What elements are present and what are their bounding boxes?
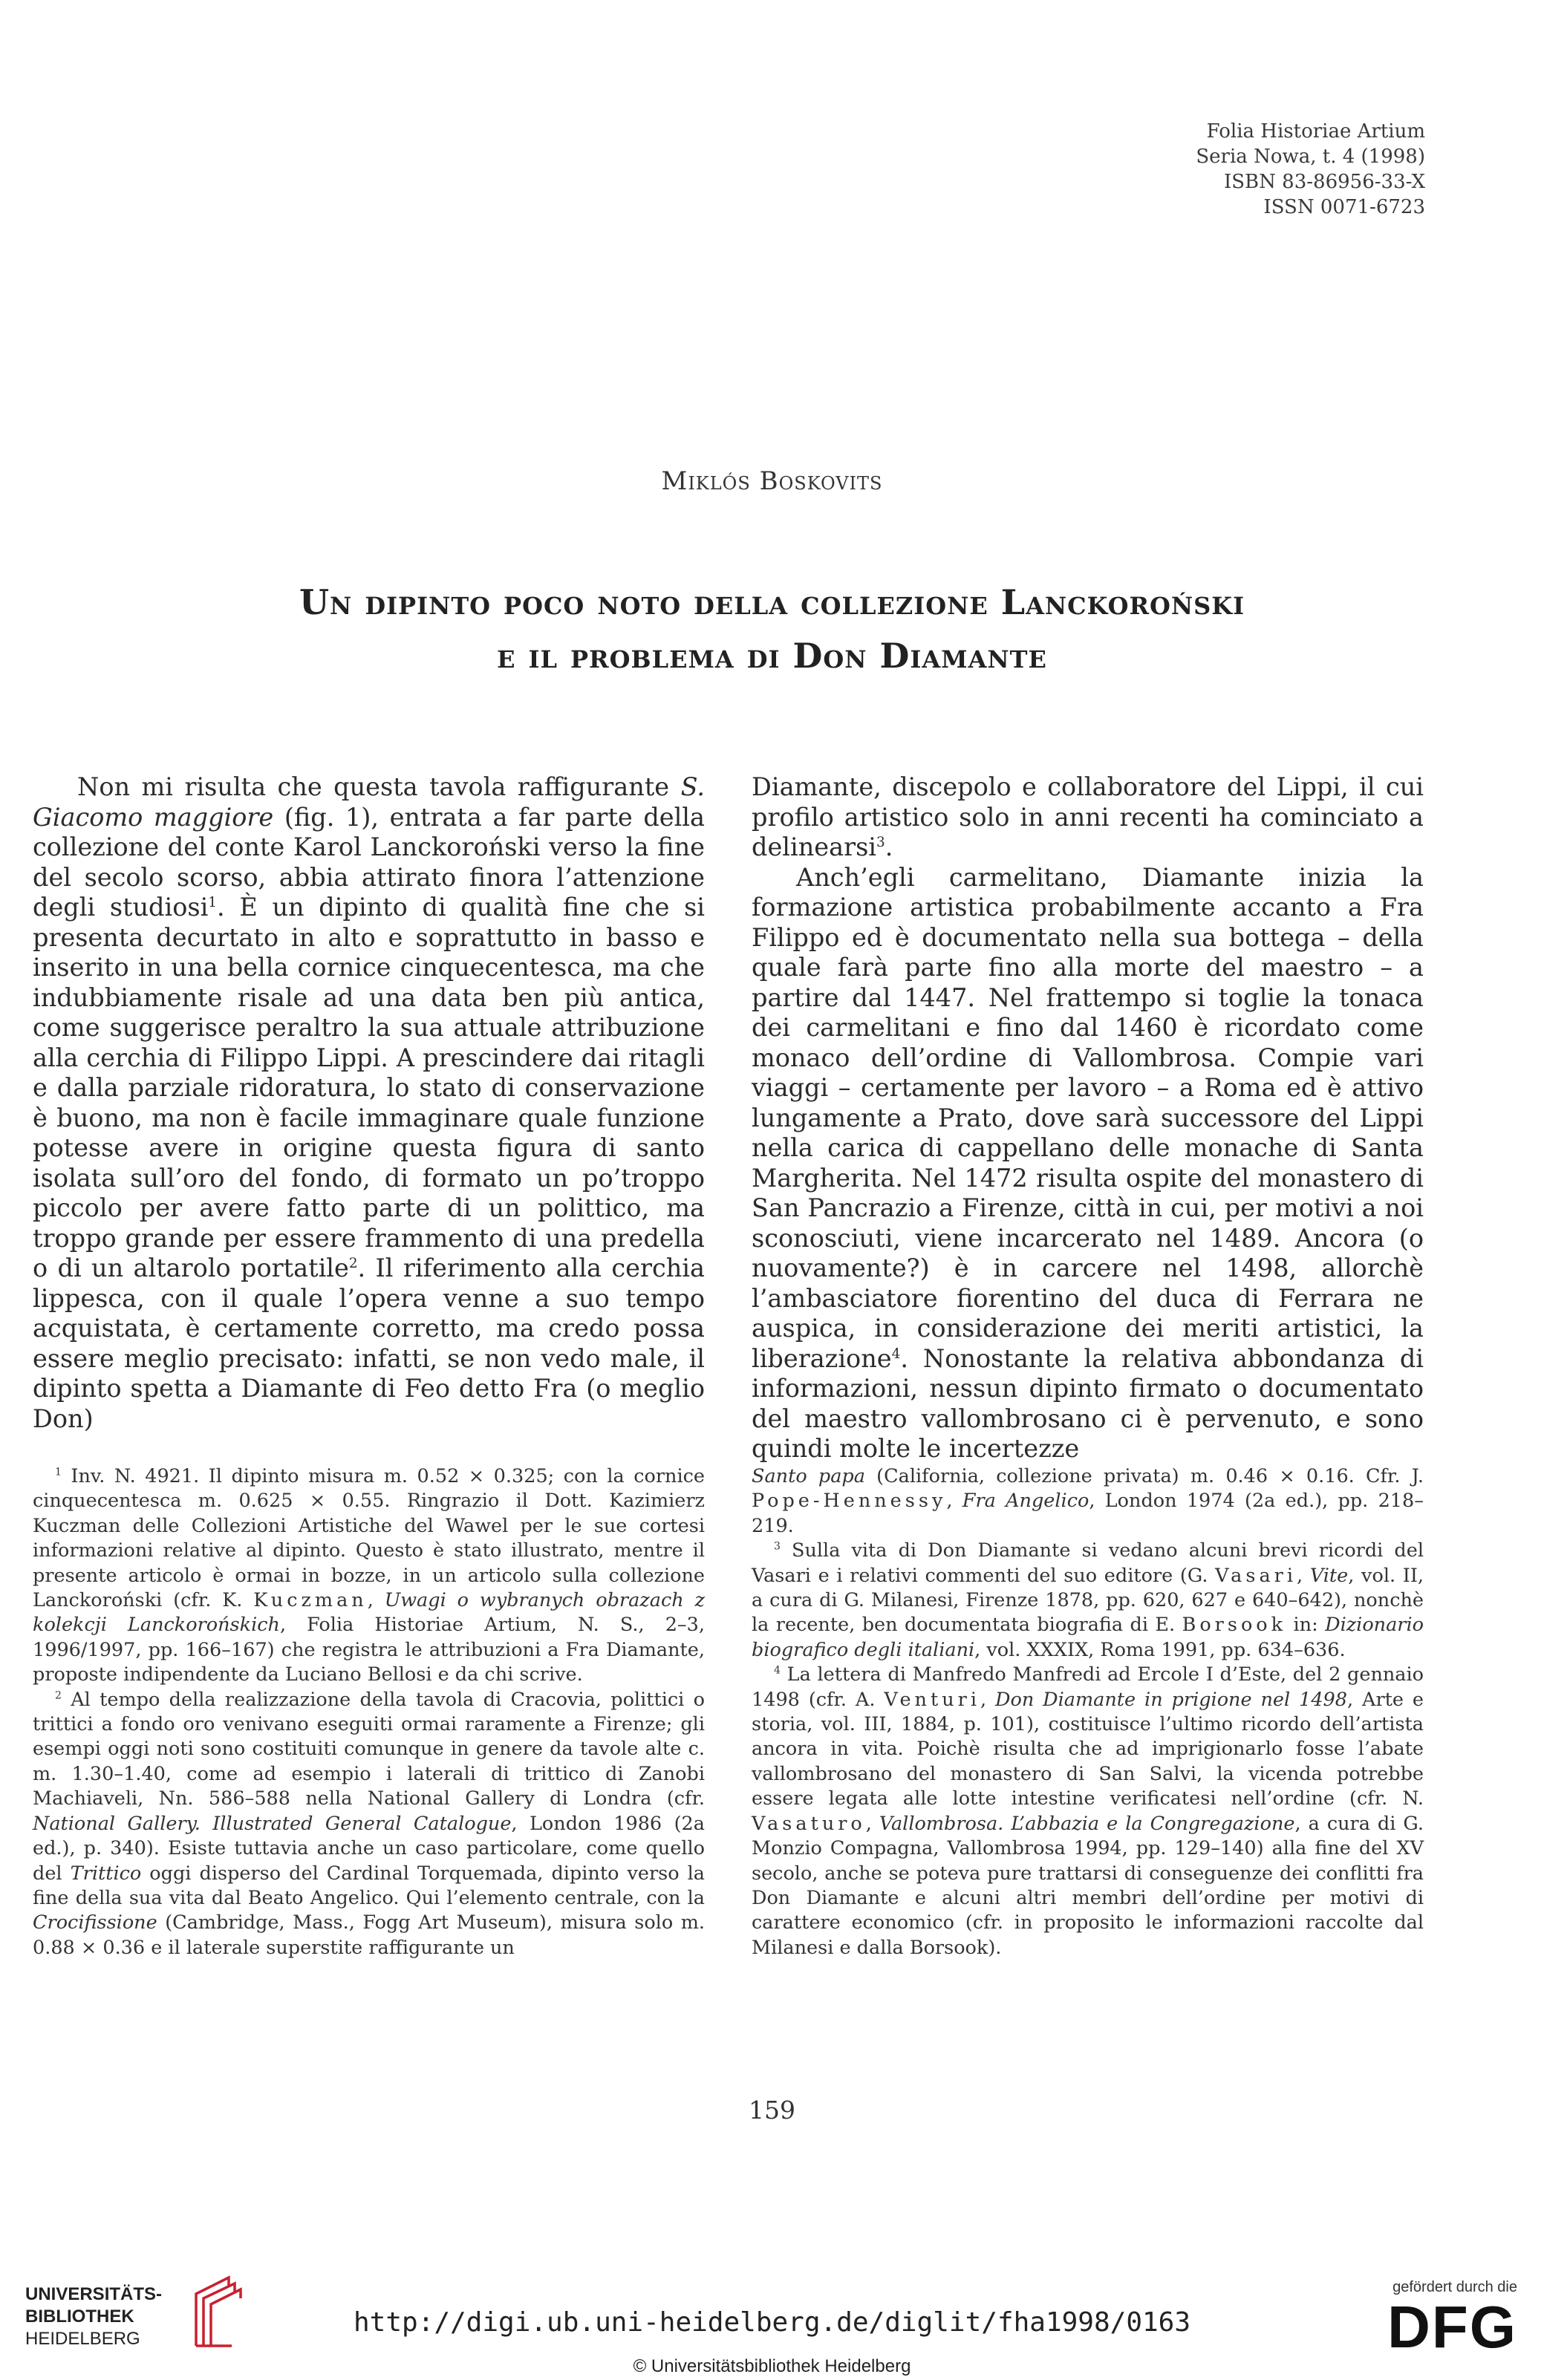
footnotes-right (752, 1464, 1424, 1960)
body-paragraph: Diamante, discepolo e collaboratore del Lippi, il cui profilo artistico solo in anni recenti ha cominciato a delinearsi$^3$. (752, 772, 1424, 861)
journal-info (980, 119, 1425, 220)
dfg-logo[interactable] (1339, 2279, 1517, 2358)
footnote-ref: 4 (891, 1346, 901, 1362)
footnote-4: $^4$ La lettera di Manfredo Manfredi ad Ercole I d’Este, del 2 gennaio 1498 (cfr. A. Venturi, Don Diamante in prigione nel 1498, Arte e storia, vol. III, 1884, p. 101), costituisce l’ultimo ricordo dell’artista ancora in vita. Poichè risulta che ad imprigionarlo fosse l’abate vallombrosano del monastero di San Salvi, la vicenda potrebbe essere legata alle lotte intestine verificatesi nell’ordine (cfr. N. Vasaturo, Vallombrosa. L’abbazia e la Congregazione, a cura di G. Monzio Compagna, Vallombrosa 1994, pp. 129–140) alla fine del XV secolo, anche se poteva pure trattarsi di conseguenze dei conflitti fra Don Diamante e alcuni altri membri dell’ordine per motivi di carattere economico (cfr. in proposito le informazioni raccolte dal Milanesi e dalla Borsook). (752, 1663, 1424, 1959)
footnote-3: $^3$ Sulla vita di Don Diamante si vedano alcuni brevi ricordi del Vasari e i relativi commenti del suo editore (G. Vasari, Vite, vol. II, a cura di G. Milanesi, Firenze 1878, pp. 620, 627 e 640–642), nonchè la recente, ben documentata biografia di E. Borsook in: Dizionario biografico degli italiani, vol. XXXIX, Roma 1991, pp. 634–636. (752, 1539, 1424, 1661)
footnotes-left (33, 1464, 705, 1960)
funding-caption: gefördert durch die (1392, 2279, 1517, 2295)
article-author: Miklós Boskovits (661, 466, 883, 496)
footnote-2: $^2$ Al tempo della realizzazione della tavola di Cracovia, polittici o trittici a fondo oro venivano eseguiti ormai raramente a Firenze; gli esempi oggi noti sono costituiti comunque in genere da tavole alte c. m. 1.30–1.40, come ad esempio i laterali di trittico di Zanobi Machiaveli, Nn. 586–588 nella National Gallery di Londra (cfr. National Gallery. Illustrated General Catalogue, London 1986 (2a ed.), p. 340). Esiste tuttavia anche un caso particolare, come quello del Trittico oggi disperso del Cardinal Torquemada, dipinto verso la fine della sua vita dal Beato Angelico. Qui l’elemento centrale, con la Crocifissione (Cambridge, Mass., Fogg Art Museum), misura solo m. 0.88 × 0.36 e il laterale superstite raffigurante un (33, 1688, 705, 1959)
journal-series: Seria Nowa, t. 4 (1998) (1196, 146, 1425, 168)
page-number: 159 (749, 2096, 795, 2125)
journal-name: Folia Historiae Artium (1206, 120, 1425, 143)
artwork-title: S. Giacomo maggiore (33, 772, 705, 832)
library-name: UNIVERSITÄTS- BIBLIOTHEK HEIDELBERG (25, 2284, 163, 2349)
footnote-ref: 3 (876, 834, 885, 850)
source-url-link[interactable]: http://digi.ub.uni-heidelberg.de/diglit/fha1998/0163 (353, 2307, 1191, 2338)
body-paragraph: Anch’egli carmelitano, Diamante inizia la formazione artistica probabilmente accanto a Fra Filippo ed è documentato nella sua bottega – della quale farà parte fino alla morte del maestro – a partire dal 1447. Nel frattempo si toglie la tonaca dei carmelitani e fino dal 1460 è ricordato come monaco dell’ordine di Vallombrosa. Compie vari viaggi – certamente per lavoro – a Roma ed è attivo lungamente a Prato, dove sarà successore del Lippi nella carica di cappellano delle monache di Santa Margherita. Nel 1472 risulta ospite del monastero di San Pancrazio a Firenze, città in cui, per motivi a noi sconosciuti, viene incarcerato nel 1489. Ancora (o nuovamente?) è in carcere nel 1498, allorchè l’ambasciatore fiorentino del duca di Ferrara ne auspica, in considerazione dei meriti artistici, la liberazione$^4$. Nonostante la relativa abbondanza di informazioni, nessun dipinto firmato o documentato del maestro vallombrosano ci è pervenuto, e sono quindi molte le incertezze (752, 862, 1424, 1463)
footnote-2-continued: Santo papa (California, collezione privata) m. 0.46 × 0.16. Cfr. J. Pope-Hennessy, Fra Angelico, London 1974 (2a ed.), pp. 218–219. (752, 1465, 1424, 1537)
title-line-1: Un dipinto poco noto della collezione Lanckoroński (299, 582, 1245, 622)
footnote-ref: 2 (348, 1255, 358, 1271)
journal-issn: ISSN 0071-6723 (1263, 196, 1425, 218)
body-column-left (33, 772, 705, 1434)
body-paragraph: Non mi risulta che questa tavola raffigurante S. Giacomo maggiore (fig. 1), entrata a far parte della collezione del conte Karol Lanckoroński verso la fine del secolo scorso, abbia attirato finora l’attenzione degli studiosi$^1$. È un dipinto di qualità fine che si presenta decurtato in alto e soprattutto in basso e inserito in una bella cornice cinquecentesca, ma che indubbiamente risale ad una data ben più antica, come suggerisce peraltro la sua attuale attribuzione alla cerchia di Filippo Lippi. A prescindere dai ritagli e dalla parziale ridoratura, lo stato di conservazione è buono, ma non è facile immaginare quale funzione potesse avere in origine questa figura di santo isolata sull’oro del fondo, di formato un po’troppo piccolo per avere fatto parte di un polittico, ma troppo grande per essere frammento di una predella o di un altarolo portatile$^2$. Il riferimento alla cerchia lippesca, con il quale l’opera venne a suo tempo acquistata, è certamente corretto, ma credo possa essere meglio precisato: infatti, se non vedo male, il dipinto spetta a Diamante di Feo detto Fra (o meglio Don) (33, 772, 705, 1433)
body-column-right (752, 772, 1424, 1464)
footer-bar (0, 2269, 1544, 2380)
title-line-2: e il problema di Don Diamante (497, 636, 1047, 676)
journal-isbn: ISBN 83-86956-33-X (1223, 171, 1425, 193)
dfg-wordmark: DFG (1387, 2294, 1517, 2360)
copyright-notice: © Universitätsbibliothek Heidelberg (633, 2356, 911, 2376)
footnote-ref: 1 (208, 894, 217, 910)
footnote-1: $^1$ Inv. N. 4921. Il dipinto misura m. 0.52 × 0.325; con la cornice cinquecentesca m. 0.625 × 0.55. Ringrazio il Dott. Kazimierz Kuczman delle Collezioni Artistiche del Wawel per le sue cortesi informazioni relative al dipinto. Questo è stato illustrato, mentre il presente articolo è ormai in bozze, in un articolo sulla collezione Lanckoroński (cfr. K. Kuczman, Uwagi o wybranych obrazach z kolekcji Lanckorońskich, Folia Historiae Artium, N. S., 2–3, 1996/1997, pp. 166–167) che registra le attribuzioni a Fra Diamante, proposte indipendente da Luciano Bellosi e da chi scrive. (33, 1465, 705, 1686)
article-title (0, 576, 1544, 682)
